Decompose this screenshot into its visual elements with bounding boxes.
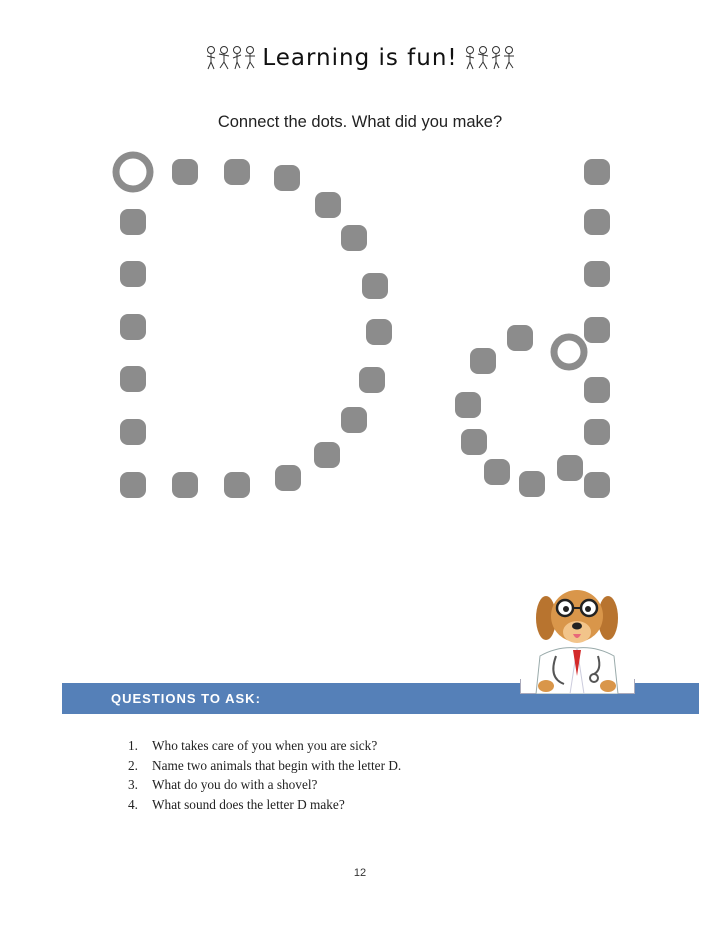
trace-dot (584, 261, 610, 287)
trace-dot (584, 419, 610, 445)
instruction-text: Connect the dots. What did you make? (217, 113, 503, 131)
trace-dot (470, 348, 496, 374)
trace-dot (120, 419, 146, 445)
trace-dot (172, 159, 198, 185)
trace-dot (314, 442, 340, 468)
trace-dot (315, 192, 341, 218)
trace-dot (341, 407, 367, 433)
trace-dot (584, 472, 610, 498)
trace-dot (120, 314, 146, 340)
trace-dot (584, 377, 610, 403)
list-item: 2. Name two animals that begin with the letter D. (128, 757, 402, 773)
start-ring-icon (116, 155, 150, 189)
trace-dot (341, 225, 367, 251)
trace-dot (172, 472, 198, 498)
trace-dot (359, 367, 385, 393)
trace-dot (224, 159, 250, 185)
trace-dot (120, 366, 146, 392)
list-item: 1. Who takes care of you when you are sick? (128, 738, 378, 753)
trace-dot (275, 465, 301, 491)
trace-dot (120, 261, 146, 287)
trace-dot (274, 165, 300, 191)
list-item: 4. What sound does the letter D make? (128, 796, 345, 812)
trace-dot (362, 273, 388, 299)
page-title: Learning is fun! (262, 45, 458, 71)
trace-dot (519, 471, 545, 497)
trace-dot (584, 209, 610, 235)
trace-dot (584, 317, 610, 343)
start-ring-icon (554, 337, 584, 367)
trace-dot (120, 472, 146, 498)
questions-heading: QUESTIONS TO ASK: (111, 691, 261, 706)
trace-dot (455, 392, 481, 418)
page-number: 12 (353, 867, 367, 879)
trace-dot (507, 325, 533, 351)
list-item: 3. What do you do with a shovel? (128, 777, 318, 792)
trace-dot (584, 159, 610, 185)
questions-list (128, 736, 401, 814)
trace-dot (224, 472, 250, 498)
doctor-dog-icon (518, 586, 636, 694)
trace-dot (120, 209, 146, 235)
trace-dot (557, 455, 583, 481)
trace-dot (461, 429, 487, 455)
trace-dot (484, 459, 510, 485)
trace-dot (366, 319, 392, 345)
